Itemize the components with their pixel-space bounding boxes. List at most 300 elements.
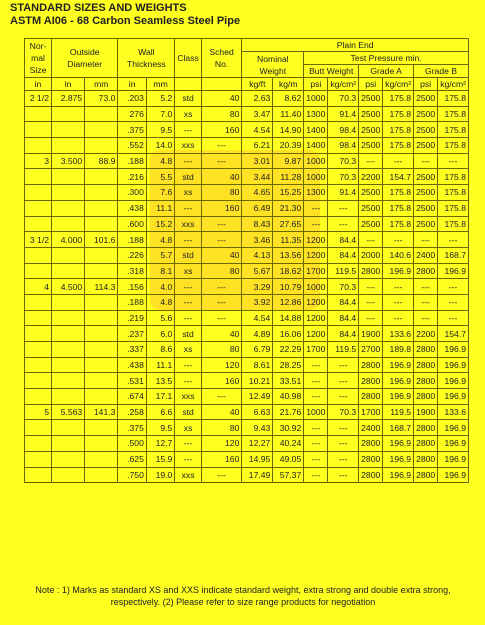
table-cell [52, 420, 85, 436]
table-cell: --- [304, 200, 328, 216]
header-sched-no: Sched No. [201, 39, 242, 78]
table-cell: --- [359, 310, 383, 326]
table-cell: 1700 [304, 342, 328, 358]
table-row [25, 436, 469, 452]
table-cell: 14.95 [242, 451, 273, 467]
table-cell: xxs [175, 467, 202, 483]
unit-cell: kg/m [273, 78, 304, 91]
unit-cell: psi [304, 78, 328, 91]
table-cell: 114.3 [85, 279, 118, 295]
table-cell: 88.9 [85, 153, 118, 169]
table-cell: 12.27 [242, 436, 273, 452]
table-cell: 70.3 [328, 169, 359, 185]
table-cell: 3.46 [242, 232, 273, 248]
table-cell: --- [438, 279, 469, 295]
table-cell: 4.0 [146, 279, 174, 295]
table-cell [25, 216, 52, 232]
table-cell: 84.4 [328, 247, 359, 263]
table-cell: --- [201, 232, 242, 248]
table-cell [85, 420, 118, 436]
table-cell: xs [175, 342, 202, 358]
table-cell [52, 138, 85, 154]
table-cell [85, 389, 118, 405]
table-cell: 160 [201, 451, 242, 467]
table-cell: 9.5 [146, 420, 174, 436]
table-cell [85, 373, 118, 389]
table-cell: 133.6 [438, 404, 469, 420]
table-cell: 10.79 [273, 279, 304, 295]
table-cell [85, 467, 118, 483]
table-row [25, 169, 469, 185]
table-cell [25, 451, 52, 467]
units-row [25, 78, 469, 91]
table-cell: 2500 [359, 185, 383, 201]
table-cell [85, 138, 118, 154]
table-cell: 1200 [304, 326, 328, 342]
table-cell [52, 357, 85, 373]
table-cell: 3.92 [242, 294, 273, 310]
table-cell: --- [201, 279, 242, 295]
table-cell: 154.7 [383, 169, 414, 185]
table-cell: 4.89 [242, 326, 273, 342]
table-cell: 276 [118, 106, 146, 122]
table-cell: 196.9 [383, 467, 414, 483]
table-cell: 12.86 [273, 294, 304, 310]
table-cell [25, 247, 52, 263]
table-row [25, 279, 469, 295]
table-cell: --- [175, 357, 202, 373]
table-row [25, 357, 469, 373]
table-cell: 2500 [414, 91, 438, 107]
table-cell: std [175, 326, 202, 342]
table-cell: --- [383, 310, 414, 326]
table-cell: 119.5 [328, 342, 359, 358]
table-cell: std [175, 169, 202, 185]
table-cell [25, 373, 52, 389]
table-cell: 2800 [359, 357, 383, 373]
table-cell: 2400 [359, 420, 383, 436]
table-cell: 15.2 [146, 216, 174, 232]
table-cell: 14.90 [273, 122, 304, 138]
table-cell: 57.37 [273, 467, 304, 483]
table-cell [52, 106, 85, 122]
table-cell: --- [201, 138, 242, 154]
footnote: Note : 1) Marks as standard XS and XXS indicate standard weight, extra strong and double extra strong, respectively. (2) Please refer to size range products for negotiation [35, 585, 451, 607]
table-cell: 91.4 [328, 185, 359, 201]
header-plain-end: Plain End [242, 39, 469, 52]
table-row [25, 232, 469, 248]
table-cell: 70.3 [328, 153, 359, 169]
table-cell: .500 [118, 436, 146, 452]
table-cell: 196.9 [383, 373, 414, 389]
table-cell [25, 326, 52, 342]
table-cell: 12.49 [242, 389, 273, 405]
table-cell: .203 [118, 91, 146, 107]
table-cell: 11.28 [273, 169, 304, 185]
table-cell: 175.8 [383, 200, 414, 216]
table-cell: 7.0 [146, 106, 174, 122]
header-outside-diameter: Outside Diameter [52, 39, 118, 78]
table-cell: --- [383, 232, 414, 248]
table-cell: 5.7 [146, 247, 174, 263]
table-cell [85, 451, 118, 467]
table-cell: xs [175, 263, 202, 279]
table-cell: 11.40 [273, 106, 304, 122]
table-cell: --- [175, 122, 202, 138]
table-cell: 8.6 [146, 342, 174, 358]
table-cell: 11.1 [146, 357, 174, 373]
table-cell: --- [328, 389, 359, 405]
table-cell: .531 [118, 373, 146, 389]
table-cell: 91.4 [328, 106, 359, 122]
unit-cell: kg/cm² [328, 78, 359, 91]
unit-cell: kg/cm² [383, 78, 414, 91]
table-cell [52, 169, 85, 185]
table-cell [25, 389, 52, 405]
table-cell: .600 [118, 216, 146, 232]
table-cell: 175.8 [383, 122, 414, 138]
table-cell: 2500 [414, 169, 438, 185]
table-cell: 12.7 [146, 436, 174, 452]
table-row [25, 138, 469, 154]
table-cell: --- [175, 153, 202, 169]
table-row [25, 247, 469, 263]
table-cell [25, 310, 52, 326]
table-cell: 8.61 [242, 357, 273, 373]
table-cell: 80 [201, 263, 242, 279]
table-cell: 2800 [414, 436, 438, 452]
table-cell: 5.67 [242, 263, 273, 279]
table-cell: 175.8 [438, 216, 469, 232]
unit-cell: kg/ft [242, 78, 273, 91]
table-cell: 98.4 [328, 138, 359, 154]
table-cell: --- [438, 294, 469, 310]
table-cell: 4.8 [146, 232, 174, 248]
table-cell: 3.47 [242, 106, 273, 122]
table-cell: 2800 [359, 436, 383, 452]
unit-cell: in [118, 78, 146, 91]
table-cell: 168.7 [383, 420, 414, 436]
table-cell: --- [414, 294, 438, 310]
table-cell [25, 467, 52, 483]
table-cell: --- [328, 451, 359, 467]
table-cell: 2800 [414, 451, 438, 467]
table-cell: 175.8 [383, 216, 414, 232]
table-cell: --- [438, 310, 469, 326]
table-cell [52, 185, 85, 201]
table-cell: 5.6 [146, 310, 174, 326]
table-cell: 175.8 [383, 138, 414, 154]
table-cell [85, 342, 118, 358]
table-cell: 14.0 [146, 138, 174, 154]
table-cell: 40.24 [273, 436, 304, 452]
table-row [25, 451, 469, 467]
table-cell: .216 [118, 169, 146, 185]
header-grade-b: Grade B [414, 65, 469, 78]
table-cell: 84.4 [328, 232, 359, 248]
table-cell: 175.8 [438, 138, 469, 154]
table-cell: 2800 [414, 357, 438, 373]
table-cell [52, 294, 85, 310]
table-row [25, 404, 469, 420]
table-cell: 2500 [359, 106, 383, 122]
table-cell: --- [175, 310, 202, 326]
table-row [25, 310, 469, 326]
table-cell: 80 [201, 106, 242, 122]
table-cell: 168.7 [438, 247, 469, 263]
table-cell: 3 [25, 153, 52, 169]
table-cell: .226 [118, 247, 146, 263]
table-row [25, 342, 469, 358]
table-cell: 40 [201, 404, 242, 420]
table-cell: --- [328, 200, 359, 216]
table-cell: 17.1 [146, 389, 174, 405]
table-cell: 2500 [414, 138, 438, 154]
table-cell: 40 [201, 91, 242, 107]
table-cell: 196.9 [438, 467, 469, 483]
pipe-spec-table [24, 38, 469, 483]
table-cell: --- [328, 420, 359, 436]
table-cell [25, 420, 52, 436]
table-cell: .625 [118, 451, 146, 467]
table-cell: --- [175, 200, 202, 216]
table-cell: 73.0 [85, 91, 118, 107]
table-cell [85, 216, 118, 232]
table-cell: 1200 [304, 294, 328, 310]
table-cell: 1000 [304, 169, 328, 185]
table-cell: --- [175, 451, 202, 467]
table-cell: 2400 [414, 247, 438, 263]
table-cell: --- [328, 436, 359, 452]
table-body [25, 91, 469, 483]
table-cell: 2500 [414, 216, 438, 232]
table-cell [52, 342, 85, 358]
table-cell: .750 [118, 467, 146, 483]
table-cell: --- [304, 436, 328, 452]
table-cell: 2500 [414, 185, 438, 201]
title-line-2: ASTM AI06 - 68 Carbon Seamless Steel Pipe [10, 15, 241, 27]
header-butt-weight: Butt Weight [304, 65, 359, 78]
table-cell: 2500 [359, 122, 383, 138]
table-cell: 175.8 [438, 200, 469, 216]
table-cell: --- [304, 373, 328, 389]
table-cell: 2800 [359, 467, 383, 483]
table-cell: .438 [118, 200, 146, 216]
table-cell: 133.6 [383, 326, 414, 342]
table-cell: std [175, 404, 202, 420]
table-cell: 70.3 [328, 279, 359, 295]
table-cell: --- [328, 373, 359, 389]
table-row [25, 389, 469, 405]
table-cell [52, 310, 85, 326]
table-cell: 2800 [359, 263, 383, 279]
table-cell [85, 247, 118, 263]
table-row [25, 420, 469, 436]
table-cell: 3.01 [242, 153, 273, 169]
table-cell: --- [201, 310, 242, 326]
table-cell: 40.98 [273, 389, 304, 405]
table-cell: 196.9 [438, 436, 469, 452]
table-cell: 1900 [414, 404, 438, 420]
table-cell: 2500 [359, 216, 383, 232]
table-cell: std [175, 91, 202, 107]
table-cell: 16.06 [273, 326, 304, 342]
table-cell: xxs [175, 138, 202, 154]
table-cell: 10.21 [242, 373, 273, 389]
table-row [25, 467, 469, 483]
table-cell: --- [304, 467, 328, 483]
table-cell: 28.25 [273, 357, 304, 373]
table-cell: --- [304, 451, 328, 467]
table-cell [25, 169, 52, 185]
table-cell: 6.21 [242, 138, 273, 154]
table-cell: 2800 [359, 373, 383, 389]
table-cell: 1400 [304, 138, 328, 154]
table-cell: 2500 [359, 91, 383, 107]
table-cell: 8.1 [146, 263, 174, 279]
table-cell [52, 389, 85, 405]
table-cell [52, 247, 85, 263]
table-cell: 8.43 [242, 216, 273, 232]
table-cell [85, 357, 118, 373]
table-cell: 33.51 [273, 373, 304, 389]
table-cell: --- [383, 153, 414, 169]
table-cell: 13.56 [273, 247, 304, 263]
table-cell [52, 263, 85, 279]
table-cell: 2800 [414, 389, 438, 405]
table-cell: 141.3 [85, 404, 118, 420]
table-cell: --- [328, 357, 359, 373]
table-cell: 98.4 [328, 122, 359, 138]
unit-cell: kg/cm² [438, 78, 469, 91]
table-cell: --- [175, 279, 202, 295]
table-cell: 4.13 [242, 247, 273, 263]
table-cell [25, 342, 52, 358]
unit-cell [175, 78, 202, 91]
table-cell: --- [359, 294, 383, 310]
table-cell: 20.39 [273, 138, 304, 154]
table-cell: --- [175, 373, 202, 389]
header-test-pressure: Test Pressure min. [304, 52, 469, 65]
table-row [25, 216, 469, 232]
table-cell: --- [414, 279, 438, 295]
table-cell: 2800 [414, 263, 438, 279]
table-cell: 84.4 [328, 310, 359, 326]
table-cell: 175.8 [383, 185, 414, 201]
table-cell: 2800 [414, 467, 438, 483]
table-cell: --- [359, 153, 383, 169]
table-cell: 2800 [359, 389, 383, 405]
table-cell: 2200 [359, 169, 383, 185]
table-cell: --- [438, 232, 469, 248]
table-cell: --- [201, 153, 242, 169]
table-cell: 3.500 [52, 153, 85, 169]
title-line-1: STANDARD SIZES AND WEIGHTS [10, 2, 187, 14]
table-cell: 3.29 [242, 279, 273, 295]
table-cell: 4.8 [146, 153, 174, 169]
table-cell: 196.9 [383, 389, 414, 405]
table-cell [25, 138, 52, 154]
table-cell: 2.875 [52, 91, 85, 107]
table-cell [52, 326, 85, 342]
table-cell: 40 [201, 247, 242, 263]
table-cell [25, 263, 52, 279]
table-cell: 196.9 [438, 357, 469, 373]
table-cell [25, 106, 52, 122]
table-cell: 6.6 [146, 404, 174, 420]
table-cell: 175.8 [383, 91, 414, 107]
table-cell: 70.3 [328, 91, 359, 107]
table-cell: 2500 [414, 106, 438, 122]
table-row [25, 200, 469, 216]
table-cell: xxs [175, 216, 202, 232]
table-cell: --- [304, 357, 328, 373]
table-cell: 2500 [359, 138, 383, 154]
table-cell: 2700 [359, 342, 383, 358]
table-cell: --- [201, 294, 242, 310]
table-cell: --- [383, 279, 414, 295]
table-cell: 2800 [414, 373, 438, 389]
table-cell [25, 294, 52, 310]
table-row [25, 263, 469, 279]
table-cell: 196.9 [438, 373, 469, 389]
table-cell: --- [328, 467, 359, 483]
table-cell: 175.8 [438, 185, 469, 201]
table-cell [52, 451, 85, 467]
table-cell: 2500 [414, 122, 438, 138]
table-cell: 30.92 [273, 420, 304, 436]
table-cell: 2800 [414, 342, 438, 358]
table-row [25, 185, 469, 201]
table-cell: 1700 [304, 263, 328, 279]
table-cell: 9.43 [242, 420, 273, 436]
table-cell [85, 326, 118, 342]
table-cell [52, 436, 85, 452]
table-cell: 175.8 [438, 106, 469, 122]
table-cell: 4.500 [52, 279, 85, 295]
table-cell: 80 [201, 342, 242, 358]
table-cell [25, 436, 52, 452]
table-cell: std [175, 247, 202, 263]
table-cell: .337 [118, 342, 146, 358]
table-cell: --- [304, 389, 328, 405]
table-cell: 140.6 [383, 247, 414, 263]
table-cell: --- [175, 294, 202, 310]
table-cell [52, 200, 85, 216]
table-cell: 2.63 [242, 91, 273, 107]
table-cell: 1300 [304, 185, 328, 201]
table-cell: 1000 [304, 153, 328, 169]
table-cell: 6.49 [242, 200, 273, 216]
table-cell [85, 436, 118, 452]
table-cell: 13.5 [146, 373, 174, 389]
table-cell: 80 [201, 420, 242, 436]
table-cell: 196.9 [438, 263, 469, 279]
table-cell: 1300 [304, 106, 328, 122]
table-cell: 70.3 [328, 404, 359, 420]
table-cell: 196.9 [383, 357, 414, 373]
unit-cell: in [52, 78, 85, 91]
table-cell: 8.62 [273, 91, 304, 107]
table-cell: .188 [118, 153, 146, 169]
table-cell: 196.9 [438, 451, 469, 467]
table-cell: 4 [25, 279, 52, 295]
table-cell: .188 [118, 232, 146, 248]
table-cell: 175.8 [438, 122, 469, 138]
table-cell: 5.2 [146, 91, 174, 107]
table-cell: 22.29 [273, 342, 304, 358]
table-cell: 2500 [359, 200, 383, 216]
